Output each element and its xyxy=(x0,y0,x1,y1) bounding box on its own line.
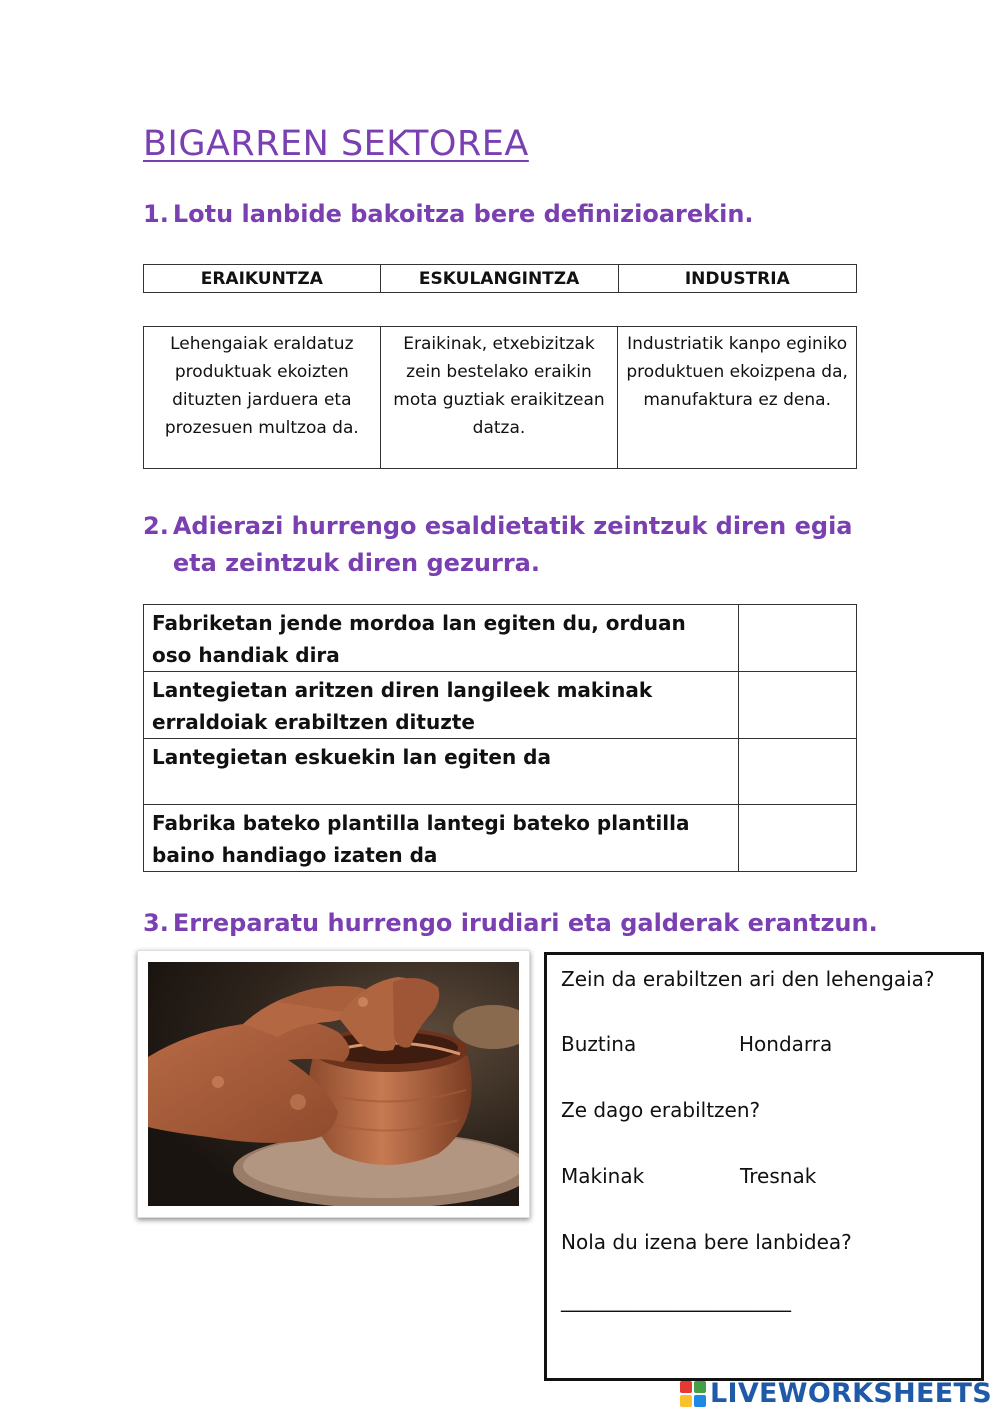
header-eskulangintza[interactable]: ESKULANGINTZA xyxy=(380,265,618,293)
q2-text-line1: Adierazi hurrengo esaldietatik zeintzuk diren egia xyxy=(172,512,853,540)
q2-heading xyxy=(143,508,853,582)
true-false-answer-box[interactable] xyxy=(739,605,857,672)
pottery-photo xyxy=(137,950,530,1218)
q1-headers-table xyxy=(143,264,857,293)
statement-cell: Fabriketan jende mordoa lan egiten du, orduan oso handiak dira xyxy=(144,605,739,672)
q1-text: Lotu lanbide bakoitza bere definizioarekin. xyxy=(172,200,754,228)
option-hondarra[interactable]: Hondarra xyxy=(739,1032,833,1056)
option-tresnak[interactable]: Tresnak xyxy=(740,1164,817,1188)
pottery-wheel-image xyxy=(148,962,519,1206)
question-tool: Ze dago erabiltzen? xyxy=(561,1098,761,1122)
answer-line[interactable]: _______________________ xyxy=(561,1288,791,1312)
q3-number: 3. xyxy=(143,909,169,937)
q3-heading xyxy=(143,905,878,942)
statement-cell: Lantegietan eskuekin lan egiten da xyxy=(144,739,739,805)
definition-cell[interactable]: Eraikinak, etxebizitzak zein bestelako eraikin mota guztiak eraikitzean datza. xyxy=(380,327,618,469)
definition-cell[interactable]: Industriatik kanpo eginiko produktuen ekoizpena da, manufaktura ez dena. xyxy=(618,327,857,469)
brand-grid-icon xyxy=(680,1381,706,1407)
option-makinak[interactable]: Makinak xyxy=(561,1164,645,1188)
true-false-table xyxy=(143,604,857,872)
definition-cell[interactable]: Lehengaiak eraldatuz produktuak ekoizten dituzten jarduera eta prozesuen multzoa da. xyxy=(144,327,381,469)
q1-definitions-table xyxy=(143,326,857,469)
header-industria[interactable]: INDUSTRIA xyxy=(618,265,856,293)
page-title: BIGARREN SEKTOREA xyxy=(143,124,529,164)
question-raw-material: Zein da erabiltzen ari den lehengaia? xyxy=(561,967,935,991)
q1-heading xyxy=(143,200,754,237)
true-false-answer-box[interactable] xyxy=(739,739,857,805)
brand-name: LIVEWORKSHEETS xyxy=(709,1378,992,1409)
liveworksheets-logo xyxy=(680,1378,992,1409)
statement-cell: Lantegietan aritzen diren langileek makinak erraldoiak erabiltzen dituzte xyxy=(144,672,739,739)
question-box xyxy=(544,952,984,1381)
statement-cell: Fabrika bateko plantilla lantegi bateko plantilla baino handiago izaten da xyxy=(144,805,739,872)
q2-text-line2: eta zeintzuk diren gezurra. xyxy=(172,549,540,577)
q2-number: 2. xyxy=(143,512,169,540)
option-buztina[interactable]: Buztina xyxy=(561,1032,637,1056)
q3-text: Erreparatu hurrengo irudiari eta galderak erantzun. xyxy=(172,909,878,937)
q1-number: 1. xyxy=(143,200,169,228)
question-profession: Nola du izena bere lanbidea? xyxy=(561,1230,852,1254)
true-false-answer-box[interactable] xyxy=(739,672,857,739)
header-eraikuntza[interactable]: ERAIKUNTZA xyxy=(144,265,381,293)
true-false-answer-box[interactable] xyxy=(739,805,857,872)
